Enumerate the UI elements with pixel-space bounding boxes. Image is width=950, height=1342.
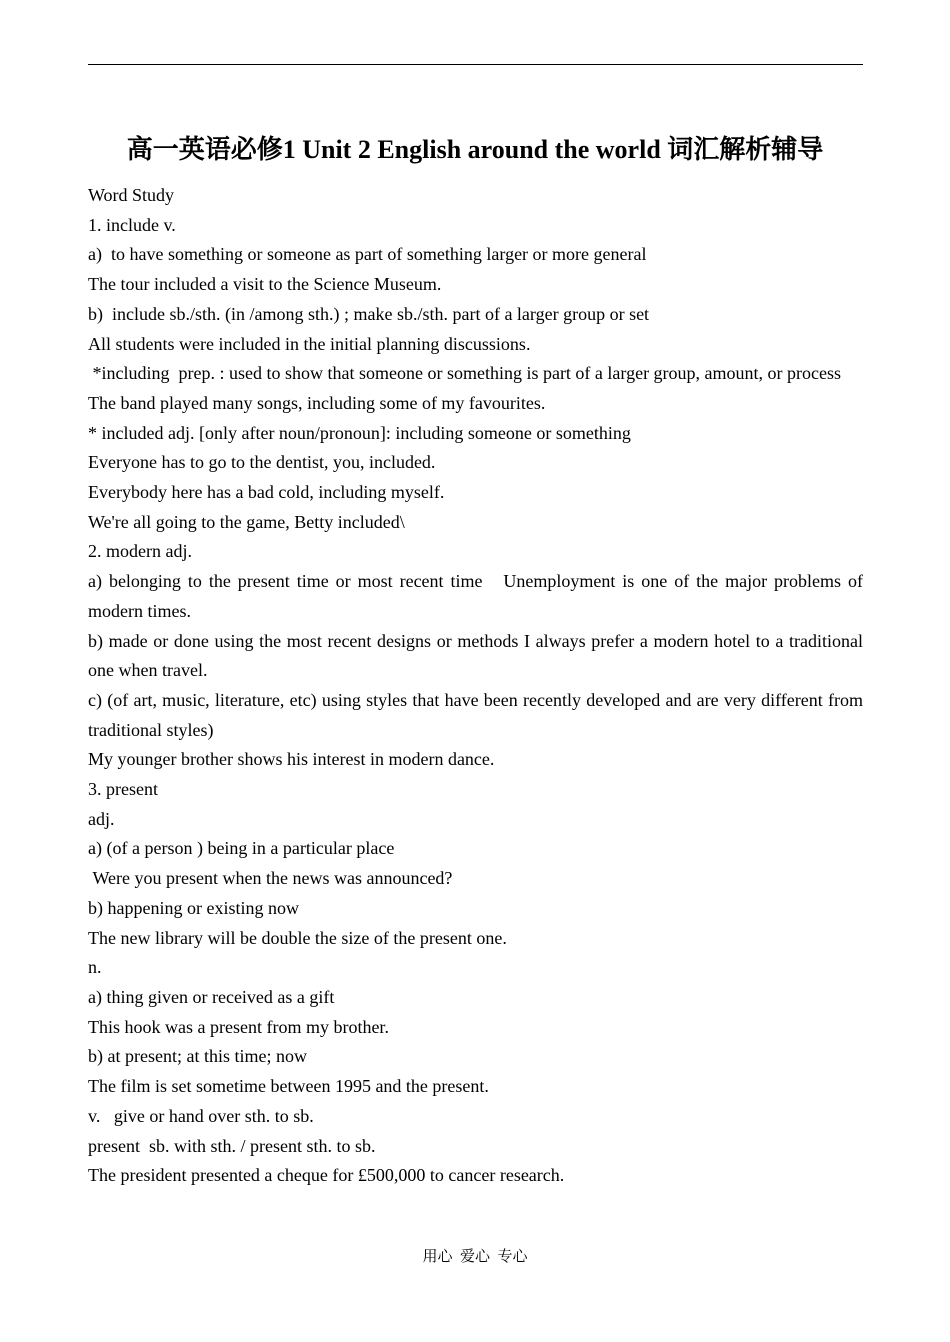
- example-line: The president presented a cheque for £500,000 to cancer research.: [88, 1165, 565, 1186]
- example-line: The tour included a visit to the Science Museum.: [88, 274, 442, 295]
- example-line: The band played many songs, including some of my favourites.: [88, 392, 546, 413]
- definition-line: a) belonging to the present time or most recent time Unemployment is one of the major problems of modern times.: [88, 571, 868, 621]
- entry-heading: 2. modern adj.: [88, 541, 192, 562]
- example-line: The film is set sometime between 1995 and the present.: [88, 1076, 489, 1097]
- example-line: Everyone has to go to the dentist, you, included.: [88, 452, 436, 473]
- definition-line: b) happening or existing now: [88, 897, 299, 918]
- example-line: This hook was a present from my brother.: [88, 1016, 389, 1037]
- page-footer: 用心 爱心 专心: [422, 1249, 528, 1265]
- example-line: Everybody here has a bad cold, including myself.: [88, 482, 445, 503]
- definition-line: *including prep. : used to show that someone or something is part of a larger group, amount, or process: [88, 363, 842, 384]
- example-line: The new library will be double the size of the present one.: [88, 927, 507, 948]
- example-line: All students were included in the initial planning discussions.: [88, 333, 531, 354]
- example-line: My younger brother shows his interest in modern dance.: [88, 749, 495, 770]
- part-of-speech: n.: [88, 957, 102, 978]
- header-rule: [88, 64, 863, 65]
- entry-heading: 3. present: [88, 779, 158, 800]
- example-line: We're all going to the game, Betty included\: [88, 511, 405, 532]
- usage-pattern: present sb. with sth. / present sth. to sb.: [88, 1135, 376, 1156]
- definition-line: v. give or hand over sth. to sb.: [88, 1105, 314, 1126]
- document-title: 高一英语必修1 Unit 2 English around the world 词汇解析辅导: [126, 135, 824, 164]
- section-heading: Word Study: [88, 185, 175, 205]
- definition-line: b) at present; at this time; now: [88, 1046, 307, 1067]
- definition-line: a) thing given or received as a gift: [88, 986, 335, 1007]
- example-line: Were you present when the news was announced?: [88, 868, 453, 889]
- definition-line: c) (of art, music, literature, etc) using styles that have been recently developed and are very different from traditional styles): [88, 689, 868, 740]
- definition-line: b) made or done using the most recent designs or methods I always prefer a modern hotel to a traditional one when travel.: [88, 630, 868, 681]
- entry-heading: 1. include v.: [88, 214, 176, 235]
- document-body: [88, 181, 868, 1191]
- definition-line: b) include sb./sth. (in /among sth.) ; make sb./sth. part of a larger group or set: [88, 303, 650, 324]
- definition-line: a) (of a person ) being in a particular place: [88, 838, 395, 859]
- definition-line: * included adj. [only after noun/pronoun]: including someone or something: [88, 422, 631, 443]
- definition-line: a) to have something or someone as part of something larger or more general: [88, 244, 647, 265]
- part-of-speech: adj.: [88, 808, 115, 829]
